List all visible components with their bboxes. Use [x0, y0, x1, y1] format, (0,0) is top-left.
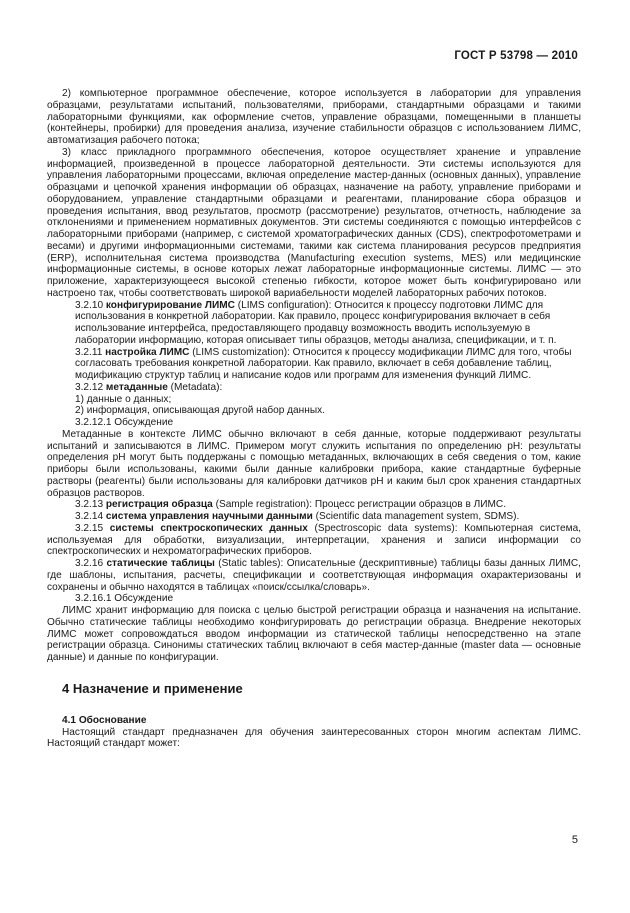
definition-3-2-16	[47, 558, 581, 593]
definition-number: 3.2.11	[75, 346, 103, 358]
definition-text: (Metadata):	[167, 381, 223, 393]
definition-3-2-10	[47, 300, 581, 347]
definition-3-2-14	[47, 511, 581, 523]
definition-term: конфигурирование ЛИМС	[105, 299, 235, 311]
paragraph-item-2: 2) компьютерное программное обеспечение, которое используется в лаборатории для управления образцами, результатами испытаний, пользователями, приборами, стандартными образцами и такими лабораторными функциями, как оформление счетов, управление образцами, помещенными в планшеты (контейнеры, пробирки) для проведения анализа, изучение стабильности образцов с использованием ЛИМС, автоматизация рабочего потока;	[47, 88, 581, 146]
definition-text: (Static tables): Описательные (дескриптивные) таблицы базы данных ЛИМС, где шаблоны, испытания, расчеты, спецификации и соответствующая информация охарактеризованы и сохранены и обычно находятся в таблицах «поиск/ссылка/словарь».	[47, 558, 581, 593]
definition-term: настройка ЛИМС	[105, 346, 190, 358]
discussion-text: Метаданные в контексте ЛИМС обычно включают в себя данные, которые поддерживают результаты испытаний и записываются в ЛИМС. Примером могут служить испытания по определению pH: результаты определения pH могут быть поддержаны с помощью метаданных, включающих в себя сведения о том, какие приборы были использованы, какими были данные калибровки прибора, какие стандартные буферные растворы (реагенты) были использованы для калибровки датчиков pH и каким был срок хранения стандартных образцов растворов.	[47, 428, 581, 499]
definition-term: статические таблицы	[106, 558, 215, 569]
definition-term: системы спектроскопических данных	[109, 522, 308, 534]
definition-number: 3.2.13	[75, 499, 104, 511]
definition-number: 3.2.10	[75, 299, 104, 311]
definition-text: (Scientific data management system, SDMS).	[312, 511, 520, 522]
definition-text: (LIMS configuration): Относится к процессу подготовки ЛИМС для использования в конкретной лаборатории. Как правило, процесс конфигурирования включает в себя использование интерфейса, предоставляющего продавцу возможность вводить используемую в лаборатории информацию, которая описывает типы образцов, методы анализа, спецификации, и т. п.	[75, 299, 557, 346]
page-number: 5	[571, 834, 578, 846]
document-body	[47, 88, 581, 750]
definition-term: система управления научными данными	[105, 511, 313, 522]
subsection-heading: 4.1 Обоснование	[62, 714, 147, 726]
document-header: ГОСТ Р 53798 — 2010	[454, 50, 578, 62]
section-heading: 4 Назначение и применение	[62, 680, 243, 696]
discussion-text: ЛИМС хранит информацию для поиска с целью быстрой регистрации образца и назначения на испытание. Обычно статические таблицы необходимо конфигурировать до регистрации образца. Внедрение некоторых ЛИМС может сопровождаться вводом информации из статической таблицы непосредственно на этапе регистрации образца. Синонимы статических таблиц включают в себя мастер-данные (master data — основные данные) и данные по конфигурации.	[47, 605, 581, 663]
definition-3-2-15	[47, 523, 581, 558]
definition-term: метаданные	[105, 381, 168, 393]
list-item: 1) данные о данных;	[75, 393, 172, 405]
definition-number: 3.2.16	[75, 558, 104, 569]
section-text: Настоящий стандарт предназначен для обучения заинтересованных сторон многим аспектам ЛИМС. Настоящий стандарт может:	[47, 726, 581, 750]
definition-text: (Sample registration): Процесс регистрации образцов в ЛИМС.	[212, 499, 506, 511]
discussion-title: 3.2.12.1 Обсуждение	[75, 417, 174, 428]
definition-3-2-12	[47, 382, 581, 394]
definition-3-2-11	[47, 347, 581, 382]
paragraph-item-3: 3) класс прикладного программного обеспечения, которое осуществляет хранение и управление информацией, произведенной в процессе лабораторной деятельности. Эти системы используются для управления лабораторными процессами, включая определение мастер-данных (основных данных), управление образцами и цепочкой хранения информации об образцах, назначение на работу, управление приборами и оборудованием, управление стандартными образцами и реагентами, планирование сбора образцов и проведения испытания, ввод результатов, просмотр (рассмотрение) результатов, отчетность, наблюдение за отклонениями и применением нормативных документов. Эти системы соединяются с помощью интерфейсов с лабораторными приборами (например, с системой хроматографических данных (CDS), спектрофотометрами и весами) и другими информационными системами, такими как система планирования ресурсов предприятия (ERP), исполнительная система производства (Manufacturing execution systems, MES) или медицинские информационные системы, в основе которых лежат лабораторные информационные системы. ЛИМС — это приложение, характеризующееся высокой степенью гибкости, которое может быть конфигурировано или настроено так, чтобы соответствовать широкой вариабельности моделей лабораторных рабочих потоков.	[47, 146, 581, 299]
definition-number: 3.2.14	[75, 511, 104, 522]
definition-number: 3.2.12	[75, 381, 104, 393]
discussion-title: 3.2.16.1 Обсуждение	[75, 593, 174, 605]
definition-text: (Spectroscopic data systems): Компьютерная система, используемая для обработки, визуализации, интерпретации, хранения и записи информации со спектроскопических и нехроматографических приборов.	[47, 522, 581, 558]
definition-text: (LIMS customization): Относится к процессу модификации ЛИМС для того, чтобы согласовать требования конкретной лаборатории. Как правило, включает в себя добавление таблиц, модификацию структур таблиц и написание кодов или программ для изменения функций ЛИМС.	[75, 346, 572, 381]
definition-number: 3.2.15	[75, 522, 104, 534]
list-item: 2) информация, описывающая другой набор данных.	[75, 405, 325, 417]
definition-3-2-13	[47, 499, 581, 511]
definition-term: регистрация образца	[105, 499, 213, 511]
